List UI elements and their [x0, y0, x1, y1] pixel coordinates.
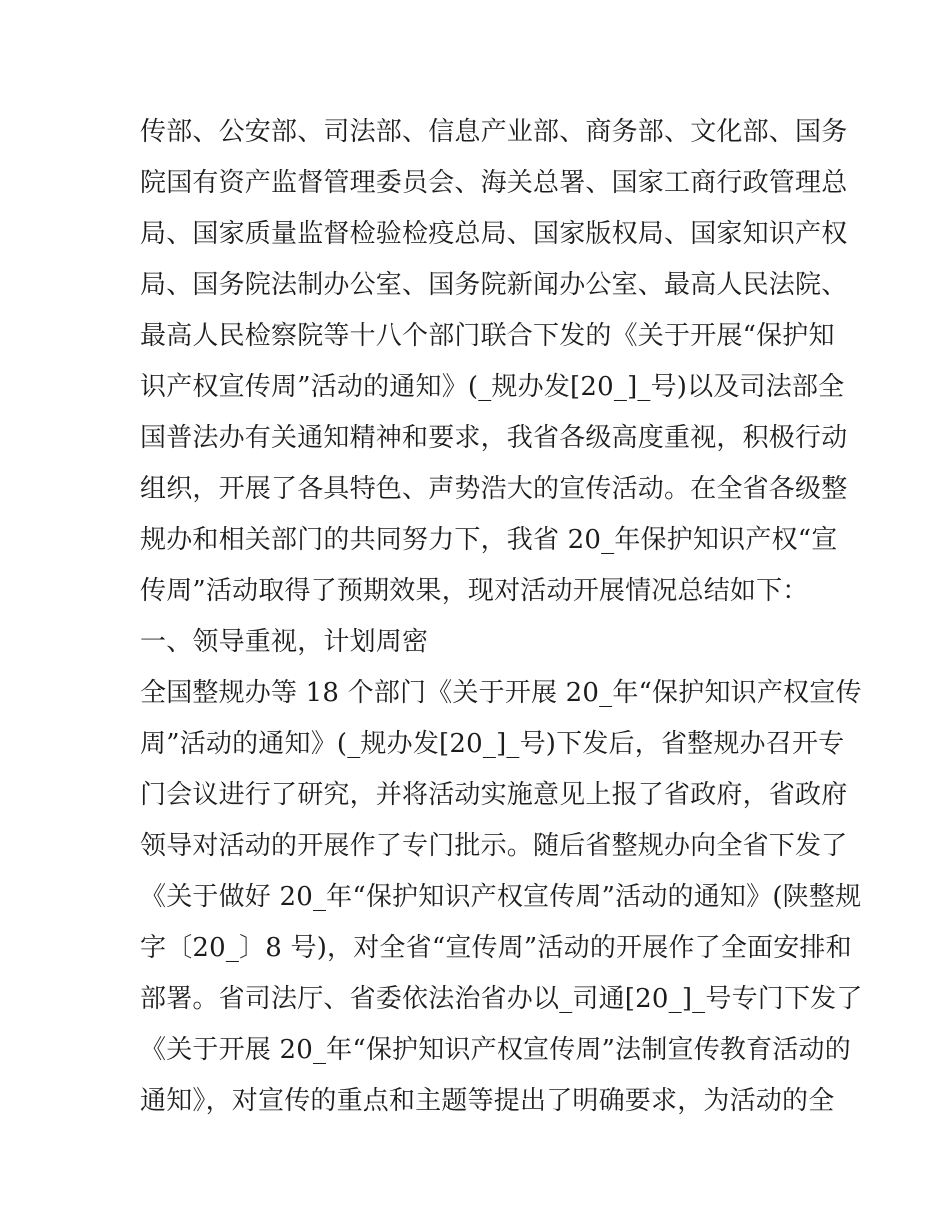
text-line: 院国有资产监督管理委员会、海关总署、国家工商行政管理总 [140, 168, 848, 198]
text-line: 传周”活动取得了预期效果，现对活动开展情况总结如下： [140, 576, 809, 606]
document-body [140, 107, 863, 1127]
text-line: 通知》，对宣传的重点和主题等提出了明确要求，为活动的全 [140, 1086, 835, 1116]
text-line: 《关于做好 20_年“保护知识产权宣传周”活动的通知》(陕整规 [140, 882, 862, 912]
section-heading: 一、领导重视，计划周密 [140, 627, 429, 657]
text-line: 领导对活动的开展作了专门批示。随后省整规办向全省下发了 [140, 831, 848, 861]
text-line: 传部、公安部、司法部、信息产业部、商务部、文化部、国务 [140, 117, 848, 147]
text-line: 规办和相关部门的共同努力下，我省 20_年保护知识产权“宣 [140, 525, 838, 555]
text-line: 最高人民检察院等十八个部门联合下发的《关于开展“保护知 [140, 321, 835, 351]
text-line: 组织，开展了各具特色、声势浩大的宣传活动。在全省各级整 [140, 474, 848, 504]
text-line: 识产权宣传周”活动的通知》(_规办发[20_]_号)以及司法部全 [140, 372, 845, 402]
text-line: 局、国务院法制办公室、国务院新闻办公室、最高人民法院、 [140, 270, 848, 300]
text-line: 国普法办有关通知精神和要求，我省各级高度重视，积极行动 [140, 423, 848, 453]
text-line: 字〔20_〕8 号)，对全省“宣传周”活动的开展作了全面安排和 [140, 933, 852, 963]
text-line: 全国整规办等 18 个部门《关于开展 20_年“保护知识产权宣传 [140, 678, 862, 708]
text-line: 周”活动的通知》(_规办发[20_]_号)下发后，省整规办召开专 [140, 729, 845, 759]
text-line: 部署。省司法厅、省委依法治省办以_司通[20_]_号专门下发了 [140, 984, 863, 1014]
text-line: 门会议进行了研究，并将活动实施意见上报了省政府，省政府 [140, 780, 848, 810]
text-line: 《关于开展 20_年“保护知识产权宣传周”法制宣传教育活动的 [140, 1035, 851, 1065]
text-line: 局、国家质量监督检验检疫总局、国家版权局、国家知识产权 [140, 219, 848, 249]
